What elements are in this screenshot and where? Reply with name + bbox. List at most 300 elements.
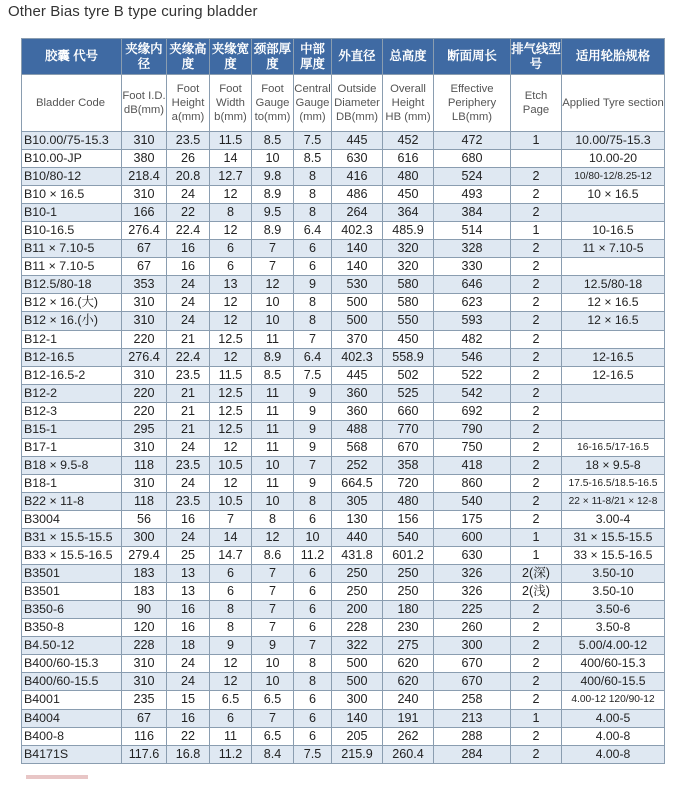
cell-foot-id: 118 — [122, 456, 167, 474]
cell-foot-id: 279.4 — [122, 547, 167, 565]
cell-outside-diameter: 664.5 — [332, 474, 383, 492]
cell-foot-id: 116 — [122, 727, 167, 745]
cell-overall-height: 452 — [383, 132, 434, 150]
cell-effective-periphery: 213 — [434, 709, 511, 727]
cell-foot-id: 276.4 — [122, 348, 167, 366]
cell-bladder-code: B15-1 — [22, 420, 122, 438]
table-row — [22, 547, 665, 565]
cell-central-gauge: 6 — [294, 565, 332, 583]
cell-effective-periphery: 300 — [434, 637, 511, 655]
cell-etch-page: 2 — [511, 619, 562, 637]
cell-overall-height: 620 — [383, 673, 434, 691]
col-header-en: Foot Height a(mm) — [167, 75, 210, 132]
table-row — [22, 294, 665, 312]
cell-outside-diameter: 486 — [332, 186, 383, 204]
cell-central-gauge: 8 — [294, 492, 332, 510]
cell-foot-height: 16 — [167, 240, 210, 258]
cell-foot-width: 14.7 — [210, 547, 252, 565]
cell-etch-page: 2 — [511, 691, 562, 709]
cell-foot-gauge: 7 — [252, 601, 294, 619]
cell-applied-tyre-section: 3.50-8 — [562, 619, 665, 637]
cell-applied-tyre-section: 31 × 15.5-15.5 — [562, 529, 665, 547]
cell-central-gauge: 6 — [294, 583, 332, 601]
table-row — [22, 420, 665, 438]
page-title: Other Bias tyre B type curing bladder — [8, 3, 258, 20]
cell-bladder-code: B31 × 15.5-15.5 — [22, 529, 122, 547]
cell-foot-id: 67 — [122, 258, 167, 276]
cell-applied-tyre-section: 12-16.5 — [562, 366, 665, 384]
cell-applied-tyre-section: 22 × 11-8/21 × 12-8 — [562, 492, 665, 510]
cell-foot-height: 23.5 — [167, 132, 210, 150]
cell-central-gauge: 8.5 — [294, 150, 332, 168]
cell-overall-height: 502 — [383, 366, 434, 384]
table-row — [22, 438, 665, 456]
table-row — [22, 727, 665, 745]
cell-central-gauge: 8 — [294, 168, 332, 186]
table-row — [22, 583, 665, 601]
cell-bladder-code: B4001 — [22, 691, 122, 709]
cell-etch-page: 2 — [511, 510, 562, 528]
cell-foot-gauge: 8.4 — [252, 745, 294, 763]
cell-central-gauge: 6 — [294, 240, 332, 258]
table-row — [22, 474, 665, 492]
cell-foot-width: 12.5 — [210, 330, 252, 348]
cell-overall-height: 485.9 — [383, 222, 434, 240]
table-row — [22, 168, 665, 186]
cell-foot-width: 12 — [210, 348, 252, 366]
cell-effective-periphery: 326 — [434, 583, 511, 601]
cell-effective-periphery: 524 — [434, 168, 511, 186]
cell-foot-gauge: 10 — [252, 150, 294, 168]
table-row — [22, 691, 665, 709]
cell-effective-periphery: 258 — [434, 691, 511, 709]
cell-central-gauge: 8 — [294, 294, 332, 312]
cell-central-gauge: 6 — [294, 727, 332, 745]
cell-foot-id: 183 — [122, 583, 167, 601]
cell-etch-page: 2 — [511, 366, 562, 384]
cell-central-gauge: 8 — [294, 655, 332, 673]
cell-effective-periphery: 670 — [434, 655, 511, 673]
table-row — [22, 330, 665, 348]
cell-etch-page: 2 — [511, 204, 562, 222]
cell-bladder-code: B12.5/80-18 — [22, 276, 122, 294]
cell-foot-id: 166 — [122, 204, 167, 222]
cell-foot-id: 310 — [122, 312, 167, 330]
cell-effective-periphery: 225 — [434, 601, 511, 619]
cell-foot-height: 24 — [167, 438, 210, 456]
cell-effective-periphery: 418 — [434, 456, 511, 474]
cell-foot-width: 12 — [210, 186, 252, 204]
cell-foot-width: 12 — [210, 673, 252, 691]
cell-overall-height: 320 — [383, 258, 434, 276]
cell-overall-height: 230 — [383, 619, 434, 637]
cell-central-gauge: 7.5 — [294, 366, 332, 384]
cell-bladder-code: B10-1 — [22, 204, 122, 222]
cell-outside-diameter: 370 — [332, 330, 383, 348]
cell-foot-id: 310 — [122, 294, 167, 312]
cell-outside-diameter: 431.8 — [332, 547, 383, 565]
cell-applied-tyre-section: 10 × 16.5 — [562, 186, 665, 204]
cell-bladder-code: B4004 — [22, 709, 122, 727]
cell-etch-page: 2 — [511, 402, 562, 420]
cell-overall-height: 240 — [383, 691, 434, 709]
cell-foot-gauge: 10 — [252, 456, 294, 474]
cell-foot-gauge: 12 — [252, 276, 294, 294]
cell-foot-id: 117.6 — [122, 745, 167, 763]
col-header-en: Effective Periphery LB(mm) — [434, 75, 511, 132]
cell-foot-width: 10.5 — [210, 456, 252, 474]
cell-outside-diameter: 416 — [332, 168, 383, 186]
cell-etch-page: 2 — [511, 294, 562, 312]
cell-overall-height: 720 — [383, 474, 434, 492]
cell-etch-page: 2 — [511, 655, 562, 673]
cell-overall-height: 262 — [383, 727, 434, 745]
cell-foot-id: 295 — [122, 420, 167, 438]
cell-foot-id: 118 — [122, 492, 167, 510]
cell-foot-height: 22.4 — [167, 222, 210, 240]
cell-applied-tyre-section: 3.50-10 — [562, 565, 665, 583]
table-row — [22, 312, 665, 330]
cell-applied-tyre-section: 18 × 9.5-8 — [562, 456, 665, 474]
cell-effective-periphery: 546 — [434, 348, 511, 366]
col-header-en: Central Gauge (mm) — [294, 75, 332, 132]
cell-etch-page: 1 — [511, 709, 562, 727]
table-row — [22, 709, 665, 727]
cell-central-gauge: 6.4 — [294, 222, 332, 240]
cell-foot-height: 22 — [167, 204, 210, 222]
cell-foot-width: 6 — [210, 565, 252, 583]
cell-foot-id: 310 — [122, 132, 167, 150]
cell-foot-width: 10.5 — [210, 492, 252, 510]
cell-overall-height: 620 — [383, 655, 434, 673]
cell-foot-width: 6 — [210, 709, 252, 727]
cell-central-gauge: 9 — [294, 276, 332, 294]
cell-foot-width: 9 — [210, 637, 252, 655]
cell-bladder-code: B22 × 11-8 — [22, 492, 122, 510]
cell-foot-gauge: 9.5 — [252, 204, 294, 222]
col-header-cn: 断面周长 — [434, 39, 511, 75]
cell-foot-height: 13 — [167, 583, 210, 601]
cell-applied-tyre-section: 12.5/80-18 — [562, 276, 665, 294]
header-row-en — [22, 75, 665, 132]
table-row — [22, 529, 665, 547]
cell-bladder-code: B400/60-15.3 — [22, 655, 122, 673]
cell-foot-width: 12.7 — [210, 168, 252, 186]
cell-outside-diameter: 488 — [332, 420, 383, 438]
cell-bladder-code: B400/60-15.5 — [22, 673, 122, 691]
col-header-en: Bladder Code — [22, 75, 122, 132]
col-header-cn: 胶囊 代号 — [22, 39, 122, 75]
cell-overall-height: 358 — [383, 456, 434, 474]
cell-foot-id: 310 — [122, 366, 167, 384]
cell-etch-page: 1 — [511, 132, 562, 150]
cell-effective-periphery: 522 — [434, 366, 511, 384]
cell-foot-id: 90 — [122, 601, 167, 619]
cell-etch-page: 2 — [511, 240, 562, 258]
cell-bladder-code: B12-16.5 — [22, 348, 122, 366]
cell-effective-periphery: 593 — [434, 312, 511, 330]
table-row — [22, 222, 665, 240]
cell-etch-page: 2 — [511, 673, 562, 691]
cell-bladder-code: B10 × 16.5 — [22, 186, 122, 204]
cell-foot-height: 16 — [167, 510, 210, 528]
cell-outside-diameter: 140 — [332, 240, 383, 258]
table-row — [22, 619, 665, 637]
cell-applied-tyre-section: 12-16.5 — [562, 348, 665, 366]
table-row — [22, 492, 665, 510]
cell-foot-gauge: 10 — [252, 673, 294, 691]
col-header-en: Foot I.D. dB(mm) — [122, 75, 167, 132]
cell-applied-tyre-section: 4.00-8 — [562, 727, 665, 745]
cell-foot-gauge: 8.9 — [252, 186, 294, 204]
cell-foot-gauge: 12 — [252, 529, 294, 547]
cell-foot-width: 6 — [210, 240, 252, 258]
cell-bladder-code: B4171S — [22, 745, 122, 763]
header-row-cn — [22, 39, 665, 75]
cell-overall-height: 180 — [383, 601, 434, 619]
table-row — [22, 240, 665, 258]
cell-bladder-code: B18 × 9.5-8 — [22, 456, 122, 474]
cell-effective-periphery: 540 — [434, 492, 511, 510]
cell-bladder-code: B33 × 15.5-16.5 — [22, 547, 122, 565]
cell-bladder-code: B12 × 16.(大) — [22, 294, 122, 312]
cell-bladder-code: B11 × 7.10-5 — [22, 240, 122, 258]
cell-foot-id: 120 — [122, 619, 167, 637]
cell-overall-height: 250 — [383, 583, 434, 601]
cell-outside-diameter: 360 — [332, 384, 383, 402]
cell-foot-gauge: 10 — [252, 312, 294, 330]
cell-etch-page: 1 — [511, 529, 562, 547]
cell-foot-height: 16 — [167, 619, 210, 637]
cell-foot-gauge: 7 — [252, 240, 294, 258]
cell-bladder-code: B10.00/75-15.3 — [22, 132, 122, 150]
cell-central-gauge: 9 — [294, 438, 332, 456]
cell-foot-gauge: 10 — [252, 294, 294, 312]
cell-applied-tyre-section: 16-16.5/17-16.5 — [562, 438, 665, 456]
cell-etch-page: 2 — [511, 276, 562, 294]
cell-outside-diameter: 630 — [332, 150, 383, 168]
cell-overall-height: 450 — [383, 186, 434, 204]
cell-overall-height: 550 — [383, 312, 434, 330]
cell-overall-height: 601.2 — [383, 547, 434, 565]
cell-foot-width: 11 — [210, 727, 252, 745]
cell-outside-diameter: 140 — [332, 258, 383, 276]
cell-foot-gauge: 8.5 — [252, 132, 294, 150]
cell-outside-diameter: 228 — [332, 619, 383, 637]
cell-overall-height: 320 — [383, 240, 434, 258]
cell-foot-gauge: 11 — [252, 420, 294, 438]
cell-effective-periphery: 623 — [434, 294, 511, 312]
cell-etch-page: 2 — [511, 745, 562, 763]
cell-central-gauge: 8 — [294, 312, 332, 330]
cell-effective-periphery: 542 — [434, 384, 511, 402]
cell-overall-height: 558.9 — [383, 348, 434, 366]
cell-outside-diameter: 140 — [332, 709, 383, 727]
cell-foot-gauge: 8.9 — [252, 222, 294, 240]
cell-foot-height: 24 — [167, 186, 210, 204]
cell-overall-height: 275 — [383, 637, 434, 655]
cell-outside-diameter: 305 — [332, 492, 383, 510]
cell-foot-gauge: 6.5 — [252, 691, 294, 709]
col-header-en: Foot Width b(mm) — [210, 75, 252, 132]
cell-foot-width: 12.5 — [210, 402, 252, 420]
cell-central-gauge: 6 — [294, 691, 332, 709]
cell-etch-page: 2 — [511, 420, 562, 438]
cell-foot-id: 218.4 — [122, 168, 167, 186]
cell-applied-tyre-section: 17.5-16.5/18.5-16.5 — [562, 474, 665, 492]
cell-overall-height: 250 — [383, 565, 434, 583]
cell-foot-width: 12 — [210, 294, 252, 312]
cell-overall-height: 191 — [383, 709, 434, 727]
cell-etch-page: 2 — [511, 330, 562, 348]
cell-foot-height: 23.5 — [167, 456, 210, 474]
cell-applied-tyre-section — [562, 420, 665, 438]
col-header-cn: 适用轮胎规格 — [562, 39, 665, 75]
cell-foot-width: 12 — [210, 222, 252, 240]
cell-etch-page: 2 — [511, 492, 562, 510]
table-body — [22, 132, 665, 764]
cell-applied-tyre-section: 400/60-15.3 — [562, 655, 665, 673]
cell-outside-diameter: 360 — [332, 402, 383, 420]
cell-foot-width: 11.5 — [210, 366, 252, 384]
cell-outside-diameter: 250 — [332, 565, 383, 583]
table-row — [22, 673, 665, 691]
cell-effective-periphery: 326 — [434, 565, 511, 583]
cell-foot-gauge: 10 — [252, 655, 294, 673]
cell-effective-periphery: 482 — [434, 330, 511, 348]
cell-foot-height: 22.4 — [167, 348, 210, 366]
cell-foot-id: 56 — [122, 510, 167, 528]
cell-applied-tyre-section: 12 × 16.5 — [562, 294, 665, 312]
cell-foot-gauge: 8 — [252, 510, 294, 528]
cell-foot-height: 24 — [167, 655, 210, 673]
cell-foot-height: 24 — [167, 312, 210, 330]
cell-bladder-code: B3004 — [22, 510, 122, 528]
cell-foot-height: 23.5 — [167, 366, 210, 384]
cell-overall-height: 260.4 — [383, 745, 434, 763]
cell-applied-tyre-section: 3.50-6 — [562, 601, 665, 619]
cell-foot-gauge: 7 — [252, 583, 294, 601]
cell-applied-tyre-section — [562, 330, 665, 348]
cell-foot-width: 8 — [210, 619, 252, 637]
cell-bladder-code: B10.00-JP — [22, 150, 122, 168]
cell-etch-page: 2 — [511, 186, 562, 204]
cell-applied-tyre-section: 4.00-8 — [562, 745, 665, 763]
cell-applied-tyre-section: 12 × 16.5 — [562, 312, 665, 330]
cell-foot-id: 67 — [122, 240, 167, 258]
cell-foot-gauge: 11 — [252, 402, 294, 420]
cell-bladder-code: B10/80-12 — [22, 168, 122, 186]
cell-bladder-code: B11 × 7.10-5 — [22, 258, 122, 276]
cell-effective-periphery: 514 — [434, 222, 511, 240]
cell-outside-diameter: 205 — [332, 727, 383, 745]
cell-effective-periphery: 790 — [434, 420, 511, 438]
cell-foot-height: 24 — [167, 474, 210, 492]
cell-outside-diameter: 445 — [332, 366, 383, 384]
bladder-spec-table — [21, 38, 665, 764]
cell-central-gauge: 7 — [294, 330, 332, 348]
cell-foot-id: 228 — [122, 637, 167, 655]
cell-foot-height: 21 — [167, 330, 210, 348]
col-header-en: Etch Page — [511, 75, 562, 132]
cell-foot-gauge: 10 — [252, 492, 294, 510]
table-row — [22, 204, 665, 222]
cell-foot-width: 12 — [210, 312, 252, 330]
cell-foot-id: 183 — [122, 565, 167, 583]
table-row — [22, 510, 665, 528]
cell-foot-width: 11.2 — [210, 745, 252, 763]
cell-outside-diameter: 300 — [332, 691, 383, 709]
cell-foot-id: 220 — [122, 402, 167, 420]
col-header-cn: 排气线型号 — [511, 39, 562, 75]
cell-overall-height: 525 — [383, 384, 434, 402]
cell-foot-gauge: 8.5 — [252, 366, 294, 384]
cell-foot-height: 25 — [167, 547, 210, 565]
cell-central-gauge: 6 — [294, 709, 332, 727]
cell-outside-diameter: 402.3 — [332, 222, 383, 240]
table-row — [22, 402, 665, 420]
cell-foot-height: 16 — [167, 601, 210, 619]
cell-applied-tyre-section — [562, 402, 665, 420]
cell-overall-height: 670 — [383, 438, 434, 456]
cell-effective-periphery: 493 — [434, 186, 511, 204]
cell-overall-height: 450 — [383, 330, 434, 348]
cell-foot-height: 24 — [167, 294, 210, 312]
cell-etch-page: 2 — [511, 474, 562, 492]
cell-applied-tyre-section: 10.00/75-15.3 — [562, 132, 665, 150]
cell-foot-height: 26 — [167, 150, 210, 168]
cell-central-gauge: 6 — [294, 619, 332, 637]
cell-overall-height: 540 — [383, 529, 434, 547]
col-header-cn: 中部厚度 — [294, 39, 332, 75]
cell-applied-tyre-section: 10/80-12/8.25-12 — [562, 168, 665, 186]
cell-effective-periphery: 670 — [434, 673, 511, 691]
cell-foot-id: 67 — [122, 709, 167, 727]
cell-etch-page: 2 — [511, 258, 562, 276]
cell-central-gauge: 6 — [294, 258, 332, 276]
cell-foot-height: 13 — [167, 565, 210, 583]
cell-outside-diameter: 500 — [332, 312, 383, 330]
cell-foot-height: 24 — [167, 276, 210, 294]
cell-effective-periphery: 284 — [434, 745, 511, 763]
cell-bladder-code: B12-16.5-2 — [22, 366, 122, 384]
col-header-cn: 颈部厚度 — [252, 39, 294, 75]
cell-foot-height: 16.8 — [167, 745, 210, 763]
cell-foot-height: 23.5 — [167, 492, 210, 510]
table-row — [22, 384, 665, 402]
cell-central-gauge: 7.5 — [294, 745, 332, 763]
cell-foot-id: 353 — [122, 276, 167, 294]
cell-foot-height: 18 — [167, 637, 210, 655]
cell-foot-id: 310 — [122, 438, 167, 456]
cell-bladder-code: B18-1 — [22, 474, 122, 492]
cell-applied-tyre-section: 3.50-10 — [562, 583, 665, 601]
cell-foot-gauge: 7 — [252, 709, 294, 727]
table-row — [22, 745, 665, 763]
table-row — [22, 655, 665, 673]
cell-bladder-code: B12-2 — [22, 384, 122, 402]
cell-foot-width: 6 — [210, 258, 252, 276]
table-row — [22, 565, 665, 583]
cell-overall-height: 616 — [383, 150, 434, 168]
cell-applied-tyre-section: 3.00-4 — [562, 510, 665, 528]
cell-etch-page: 2 — [511, 727, 562, 745]
cell-central-gauge: 9 — [294, 384, 332, 402]
cell-applied-tyre-section: 10-16.5 — [562, 222, 665, 240]
cell-bladder-code: B350-6 — [22, 601, 122, 619]
col-header-cn: 总高度 — [383, 39, 434, 75]
cell-foot-id: 220 — [122, 330, 167, 348]
